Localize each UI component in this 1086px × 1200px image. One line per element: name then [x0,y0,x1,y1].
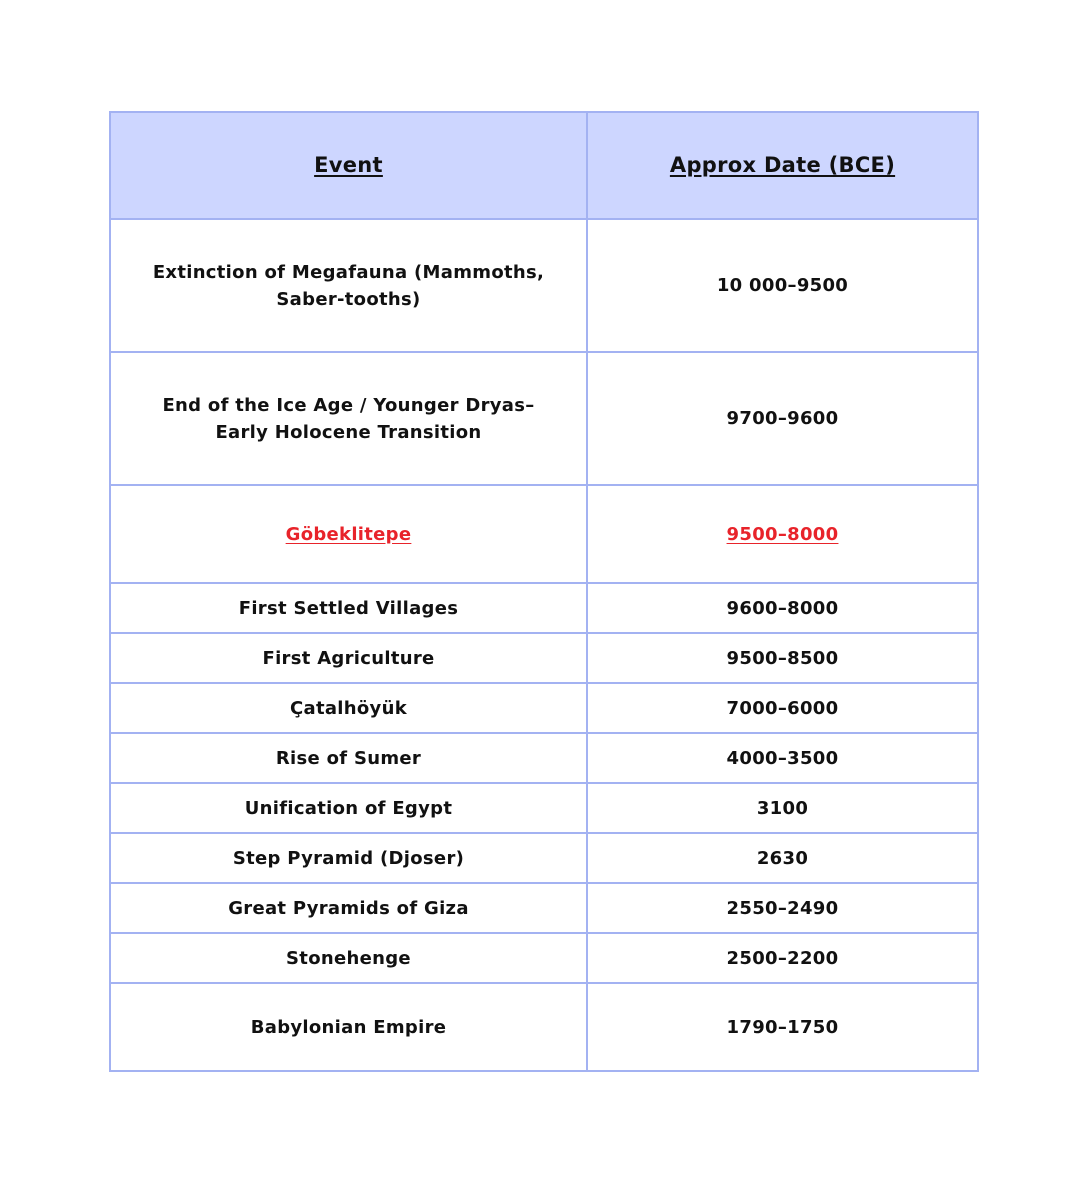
table-row [110,733,978,783]
event-cell: Unification of Egypt [110,783,587,833]
event-column-header [110,112,587,219]
table-row [110,219,978,352]
event-cell: Step Pyramid (Djoser) [110,833,587,883]
table-row-highlighted [110,485,978,583]
table-header-row [110,112,978,219]
event-cell: First Agriculture [110,633,587,683]
event-header-label: Event [314,153,383,177]
date-cell: 2630 [587,833,978,883]
date-cell: 7000–6000 [587,683,978,733]
timeline-table [109,111,979,1072]
event-cell: End of the Ice Age / Younger Dryas–Early Holocene Transition [110,352,587,485]
table-row [110,983,978,1071]
date-cell: 9700–9600 [587,352,978,485]
date-column-header [587,112,978,219]
table-row [110,633,978,683]
date-cell: 10 000–9500 [587,219,978,352]
event-cell: Çatalhöyük [110,683,587,733]
table-row [110,583,978,633]
event-cell: First Settled Villages [110,583,587,633]
date-cell: 4000–3500 [587,733,978,783]
table-row [110,833,978,883]
event-cell: Extinction of Megafauna (Mammoths, Saber-tooths) [110,219,587,352]
table-row [110,883,978,933]
event-cell: Stonehenge [110,933,587,983]
event-cell [110,485,587,583]
date-link[interactable]: 9500–8000 [726,523,839,545]
event-cell: Great Pyramids of Giza [110,883,587,933]
date-cell [587,485,978,583]
date-cell: 1790–1750 [587,983,978,1071]
date-cell: 9600–8000 [587,583,978,633]
date-cell: 2500–2200 [587,933,978,983]
date-header-label: Approx Date (BCE) [669,153,896,177]
table-row [110,352,978,485]
event-cell: Babylonian Empire [110,983,587,1071]
date-cell: 9500–8500 [587,633,978,683]
table-row [110,683,978,733]
date-cell: 2550–2490 [587,883,978,933]
date-cell: 3100 [587,783,978,833]
table-row [110,783,978,833]
event-cell: Rise of Sumer [110,733,587,783]
event-link[interactable]: Göbeklitepe [285,523,412,545]
table-row [110,933,978,983]
